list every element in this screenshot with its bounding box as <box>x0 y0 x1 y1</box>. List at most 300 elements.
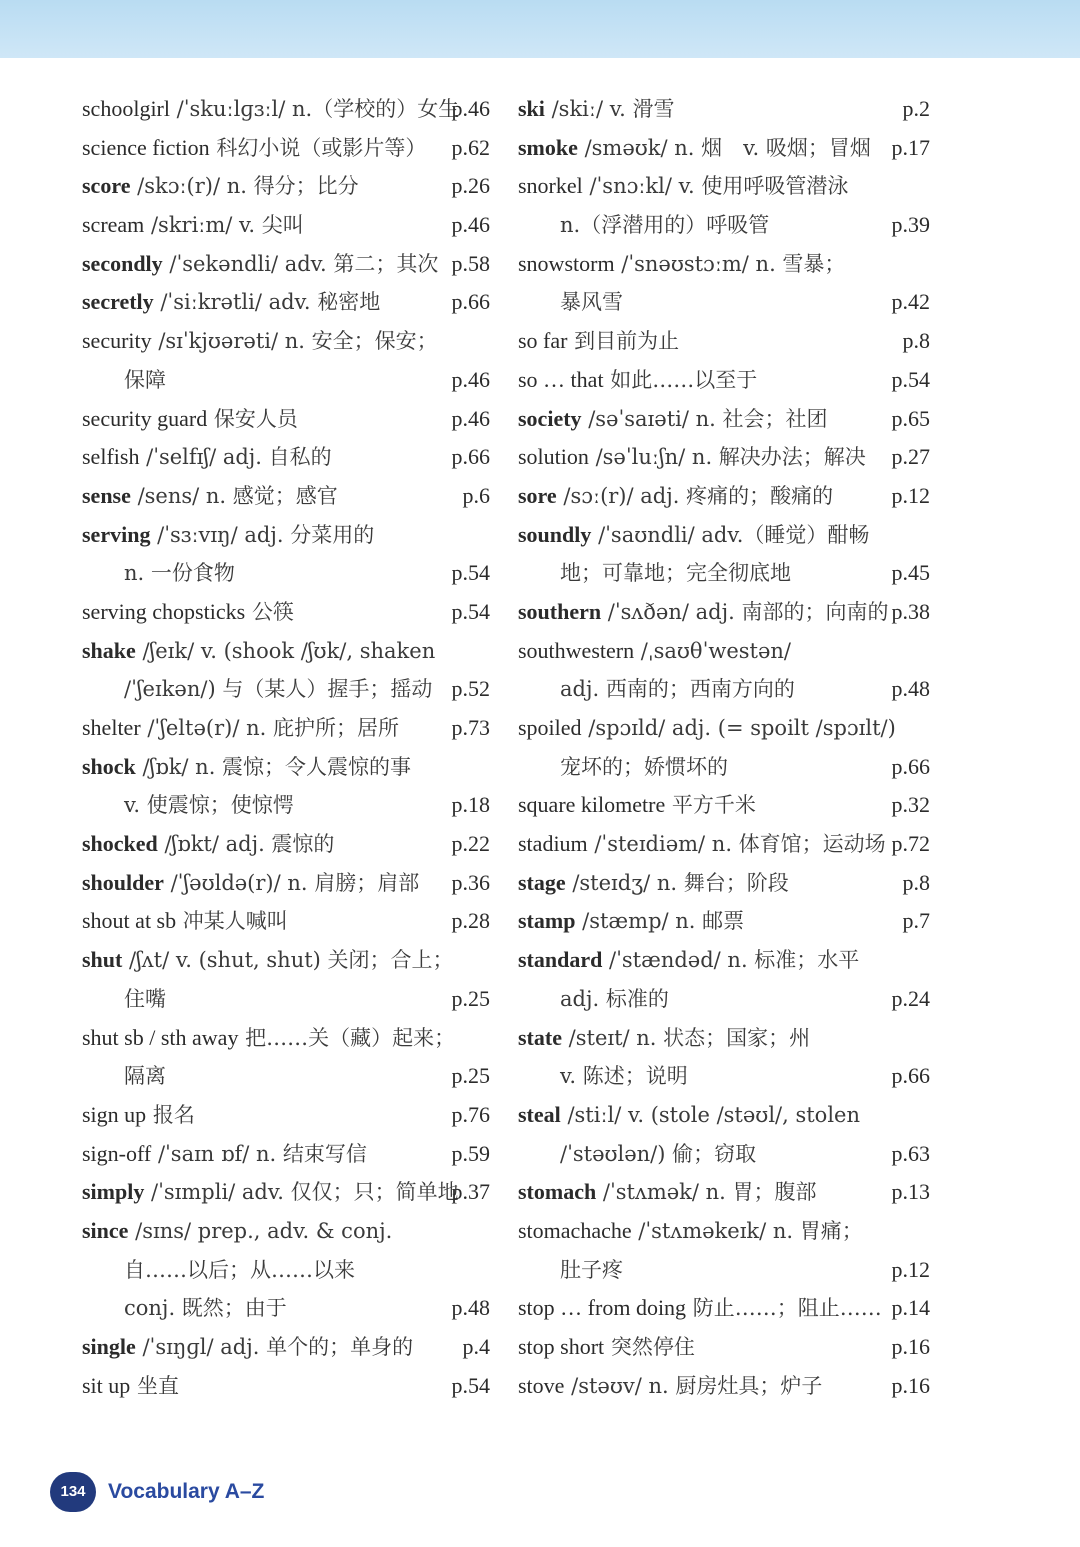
definition: /stəʊv/ n. 厨房灶具；炉子 <box>564 1373 823 1398</box>
entry-text <box>518 593 888 632</box>
vocab-line <box>82 438 490 477</box>
page-reference: p.12 <box>891 482 930 508</box>
definition: /ʃɒkt/ adj. 震惊的 <box>157 832 335 857</box>
entry-text <box>82 1019 455 1058</box>
definition: 科幻小说（或影片等） <box>209 135 427 160</box>
headword: sense <box>82 482 131 508</box>
page-reference: p.54 <box>451 560 490 586</box>
definition: n.（浮潜用的）呼吸管 <box>560 213 770 238</box>
page-reference: p.66 <box>451 289 490 315</box>
definition: 防止……；阻止…… <box>686 1296 882 1321</box>
definition: /ˈsɜːvɪŋ/ adj. 分菜用的 <box>150 522 375 547</box>
definition: 突然停住 <box>604 1335 695 1359</box>
vocab-line <box>82 670 490 709</box>
headword: so far <box>518 328 568 354</box>
definition: /ˈʃeɪkən/) 与（某人）握手；摇动 <box>124 677 433 702</box>
headword: selfish <box>82 444 140 470</box>
vocab-line <box>82 1173 490 1212</box>
definition: /ʃeɪk/ v. (shook /ʃʊk/, shaken <box>135 638 436 663</box>
headword: sore <box>518 482 557 508</box>
headword: shock <box>82 753 136 779</box>
headword: stop … from doing <box>518 1295 687 1321</box>
entry-text <box>124 670 432 709</box>
vocab-line <box>82 400 490 439</box>
vocab-line <box>518 1135 930 1174</box>
definition: /sens/ n. 感觉；感官 <box>130 483 338 508</box>
entry-text <box>518 477 833 516</box>
entry-text <box>518 361 757 400</box>
page-reference: p.16 <box>891 1334 930 1359</box>
entry-text <box>82 167 359 206</box>
definition: 到目前为止 <box>567 329 680 354</box>
page-reference: p.14 <box>891 1295 930 1321</box>
page-reference: p.12 <box>891 1256 930 1282</box>
definition: /ˈsekəndli/ adv. 第二；其次 <box>162 251 439 276</box>
section-title: Vocabulary A–Z <box>108 1480 265 1503</box>
definition: /ˈʃəʊldə(r)/ n. 肩膀；肩部 <box>163 870 420 895</box>
vocab-line <box>82 1212 490 1251</box>
entry-text <box>124 1251 355 1290</box>
definition: /ˌsaʊθˈwestən/ <box>634 638 791 663</box>
vocab-line <box>518 1057 930 1096</box>
headword: society <box>518 405 582 431</box>
entry-text <box>82 593 294 632</box>
headword: shelter <box>82 715 141 740</box>
top-color-band <box>0 0 1080 58</box>
headword: square kilometre <box>518 792 666 818</box>
page-number-badge: 134 <box>50 1472 96 1512</box>
vocab-line <box>82 825 490 864</box>
entry-text <box>124 361 166 400</box>
vocab-line <box>82 1289 490 1328</box>
headword: snowstorm <box>518 250 615 276</box>
definition: /skɔː(r)/ n. 得分；比分 <box>130 174 359 199</box>
entry-text <box>82 1328 413 1367</box>
definition: /ˈsʌðən/ adj. 南部的；向南的 <box>601 599 889 624</box>
page-reference: p.66 <box>891 1063 930 1089</box>
headword: standard <box>518 947 603 973</box>
definition: 保障 <box>124 367 166 392</box>
entry-text <box>82 400 298 439</box>
definition: /stæmp/ n. 邮票 <box>575 909 745 934</box>
vocab-line <box>518 322 930 361</box>
vocab-line <box>518 1367 930 1406</box>
definition: /spɔɪld/ adj. (= spoilt /spɔɪlt/) <box>581 716 896 740</box>
vocab-line <box>82 129 490 168</box>
headword: simply <box>82 1179 145 1205</box>
page-reference: p.45 <box>891 560 930 586</box>
definition: /ˈskuːlɡɜːl/ n.（学校的）女生 <box>170 97 460 121</box>
page-reference: p.13 <box>891 1179 930 1205</box>
page-reference: p.39 <box>891 212 930 238</box>
headword: shoulder <box>82 869 164 895</box>
definition: /stiːl/ v. (stole /stəʊl/, stolen <box>560 1102 860 1127</box>
vocab-line <box>518 1251 930 1290</box>
headword: since <box>82 1217 129 1243</box>
headword: so … that <box>518 366 604 392</box>
vocab-line <box>82 980 490 1019</box>
entry-text <box>82 245 438 284</box>
vocab-line <box>518 477 930 516</box>
entry-text <box>518 1328 695 1367</box>
page-reference: p.37 <box>451 1179 490 1205</box>
headword: shocked <box>82 831 158 857</box>
headword: steal <box>518 1101 561 1127</box>
headword: snorkel <box>518 173 583 199</box>
entry-text <box>82 129 426 168</box>
headword: shut sb / sth away <box>82 1024 239 1050</box>
vocab-line <box>518 438 930 477</box>
headword: stamp <box>518 908 576 934</box>
definition: /ˈsaɪn ɒf/ n. 结束写信 <box>151 1141 367 1166</box>
definition: /səˈsaɪəti/ n. 社会；社团 <box>581 406 828 431</box>
headword: stomach <box>518 1179 597 1205</box>
headword: stove <box>518 1372 565 1398</box>
page-reference: p.58 <box>451 250 490 276</box>
page-reference: p.22 <box>451 831 490 857</box>
entry-text <box>82 322 438 361</box>
vocab-line <box>518 1019 930 1058</box>
entry-text <box>518 1019 810 1058</box>
definition: /səˈluːʃn/ n. 解决办法；解决 <box>588 445 866 470</box>
entry-text <box>518 516 869 555</box>
vocab-line <box>518 1096 930 1135</box>
vocab-line <box>82 283 490 322</box>
headword: science fiction <box>82 134 210 160</box>
definition: /sɔː(r)/ adj. 疼痛的；酸痛的 <box>556 483 834 508</box>
definition: 自……以后；从……以来 <box>124 1257 355 1282</box>
entry-text <box>82 1367 179 1406</box>
definition: /steɪdʒ/ n. 舞台；阶段 <box>565 870 789 895</box>
vocab-line <box>518 980 930 1019</box>
page-reference: p.66 <box>451 444 490 470</box>
page-reference: p.48 <box>451 1295 490 1321</box>
entry-text <box>82 477 338 516</box>
vocab-line <box>518 670 930 709</box>
entry-text <box>82 206 304 245</box>
headword: stadium <box>518 831 588 857</box>
page-reference: p.16 <box>891 1372 930 1398</box>
definition: /ˈsnɔːkl/ v. 使用呼吸管潜泳 <box>582 174 849 199</box>
headword: secretly <box>82 289 154 315</box>
vocab-line <box>82 941 490 980</box>
entry-text <box>518 786 756 825</box>
entry-text <box>82 1212 392 1251</box>
page-reference: p.54 <box>451 1372 490 1398</box>
vocab-line <box>82 632 490 671</box>
definition: /steɪt/ n. 状态；国家；州 <box>561 1025 811 1050</box>
definition: /sməʊk/ n. 烟 v. 吸烟；冒烟 <box>577 135 871 160</box>
page-reference: p.62 <box>451 134 490 160</box>
vocab-line <box>518 632 930 671</box>
vocab-line <box>518 129 930 168</box>
headword: solution <box>518 444 589 470</box>
entry-text <box>560 748 728 787</box>
entry-text <box>82 748 411 787</box>
definition: 保安人员 <box>207 406 298 431</box>
vocab-line <box>82 1328 490 1367</box>
definition: 报名 <box>146 1102 195 1127</box>
entry-text <box>82 941 454 980</box>
vocabulary-column-right <box>518 90 930 1405</box>
vocab-line <box>82 1096 490 1135</box>
vocab-line <box>82 1367 490 1406</box>
entry-text <box>560 1057 688 1096</box>
vocab-line <box>82 516 490 555</box>
page-reference: p.18 <box>451 792 490 818</box>
vocab-line <box>82 322 490 361</box>
vocab-line <box>82 902 490 941</box>
page-reference: p.27 <box>891 444 930 470</box>
vocab-line <box>518 167 930 206</box>
page-reference: p.66 <box>891 753 930 779</box>
page-reference: p.25 <box>451 1063 490 1089</box>
vocab-line <box>82 167 490 206</box>
definition: /ˈsiːkrətli/ adv. 秘密地 <box>153 290 381 315</box>
definition: v. 陈述；说明 <box>560 1064 688 1089</box>
vocab-line <box>82 864 490 903</box>
vocab-line <box>518 1328 930 1367</box>
entry-text <box>124 554 235 593</box>
headword: secondly <box>82 250 163 276</box>
headword: security <box>82 328 152 354</box>
definition: 宠坏的；娇惯坏的 <box>560 754 728 779</box>
definition: /ˈstændəd/ n. 标准；水平 <box>602 948 860 973</box>
definition: /skriːm/ v. 尖叫 <box>144 213 304 238</box>
entry-text <box>518 129 871 168</box>
entry-text <box>518 632 791 671</box>
vocab-line <box>518 786 930 825</box>
entry-text <box>518 864 789 903</box>
headword: serving <box>82 521 151 547</box>
vocab-line <box>82 593 490 632</box>
definition: v. 使震惊；使惊愕 <box>124 793 294 818</box>
vocab-line <box>518 1212 930 1251</box>
entry-text <box>82 1096 195 1135</box>
definition: /ʃʌt/ v. (shut, shut) 关闭；合上； <box>122 948 454 973</box>
headword: stop short <box>518 1334 605 1359</box>
entry-text <box>82 1135 367 1174</box>
entry-text <box>82 632 435 671</box>
page-reference: p.17 <box>891 134 930 160</box>
entry-text <box>518 322 679 361</box>
definition: adj. 西南的；西南方向的 <box>560 677 795 702</box>
definition: 如此……以至于 <box>603 367 758 392</box>
definition: /sɪns/ prep., adv. & conj. <box>128 1218 393 1243</box>
page-reference: p.46 <box>451 96 490 121</box>
definition: 隔离 <box>124 1064 166 1089</box>
headword: smoke <box>518 134 578 160</box>
vocab-line <box>518 206 930 245</box>
vocab-line <box>518 864 930 903</box>
definition: conj. 既然；由于 <box>124 1296 287 1321</box>
page-reference: p.52 <box>451 676 490 702</box>
page-reference: p.46 <box>451 405 490 431</box>
entry-text <box>518 245 845 284</box>
headword: score <box>82 173 131 199</box>
entry-text <box>518 1367 822 1406</box>
entry-text <box>560 1135 756 1174</box>
page-reference: p.46 <box>451 212 490 238</box>
page-reference: p.76 <box>451 1101 490 1127</box>
entry-text <box>82 438 332 477</box>
page-reference: p.63 <box>891 1140 930 1166</box>
vocab-line <box>518 1173 930 1212</box>
vocab-line <box>82 245 490 284</box>
headword: serving chopsticks <box>82 598 246 624</box>
headword: scream <box>82 212 145 238</box>
headword: state <box>518 1024 562 1050</box>
page-reference: p.28 <box>451 908 490 934</box>
definition: /ˈsnəʊstɔːm/ n. 雪暴； <box>614 251 846 276</box>
vocab-line <box>82 1019 490 1058</box>
definition: /ˈstʌməkeɪk/ n. 胃痛； <box>631 1218 863 1243</box>
vocab-line <box>82 709 490 748</box>
page-reference: p.7 <box>902 908 930 934</box>
vocab-line <box>82 206 490 245</box>
entry-text <box>560 554 791 593</box>
vocab-line <box>82 1135 490 1174</box>
page-reference: p.59 <box>451 1140 490 1166</box>
entry-text <box>82 90 459 129</box>
entry-text <box>560 1251 623 1290</box>
definition: /ˈsaʊndli/ adv.（睡觉）酣畅 <box>591 522 870 547</box>
page-reference: p.65 <box>891 405 930 431</box>
entry-text <box>560 980 669 1019</box>
definition: 坐直 <box>130 1373 179 1398</box>
vocabulary-column-left <box>82 90 490 1405</box>
vocab-line <box>82 748 490 787</box>
headword: shout at sb <box>82 908 177 934</box>
entry-text <box>518 400 827 439</box>
vocab-line <box>518 90 930 129</box>
vocab-line <box>518 941 930 980</box>
definition: 暴风雪 <box>560 290 623 315</box>
definition: /ʃɒk/ n. 震惊；令人震惊的事 <box>135 754 412 779</box>
entry-text <box>82 516 374 555</box>
page-reference: p.8 <box>902 328 930 354</box>
headword: single <box>82 1334 136 1359</box>
definition: 冲某人喊叫 <box>176 909 288 934</box>
vocab-line <box>518 709 930 748</box>
headword: southern <box>518 598 602 624</box>
vocab-line <box>518 748 930 787</box>
headword: sign up <box>82 1101 147 1127</box>
page-reference: p.32 <box>891 792 930 818</box>
entry-text <box>124 1057 166 1096</box>
page-reference: p.73 <box>451 715 490 740</box>
entry-text <box>82 1173 459 1212</box>
headword: shut <box>82 947 123 973</box>
vocab-line <box>82 90 490 129</box>
entry-text <box>518 1212 863 1251</box>
headword: sign-off <box>82 1140 152 1166</box>
definition: /ˈsteɪdiəm/ n. 体育馆；运动场 <box>587 832 886 857</box>
page-reference: p.4 <box>462 1334 490 1359</box>
definition: /ˈstəʊlən/) 偷；窃取 <box>560 1141 757 1166</box>
vocab-line <box>518 1289 930 1328</box>
headword: stage <box>518 869 566 895</box>
entry-text <box>124 786 294 825</box>
headword: soundly <box>518 521 592 547</box>
page-reference: p.38 <box>891 598 930 624</box>
entry-text <box>518 167 848 206</box>
definition: /ˈsɪmpli/ adv. 仅仅；只；简单地 <box>144 1180 459 1205</box>
page-reference: p.46 <box>451 366 490 392</box>
headword: southwestern <box>518 637 635 663</box>
definition: /ˈsɪŋɡl/ adj. 单个的；单身的 <box>135 1335 414 1359</box>
entry-text <box>82 864 419 903</box>
entry-text <box>560 206 769 245</box>
entry-text <box>518 825 886 864</box>
entry-text <box>82 283 380 322</box>
page-reference: p.54 <box>451 598 490 624</box>
definition: n. 一份食物 <box>124 561 235 586</box>
page-reference: p.25 <box>451 985 490 1011</box>
vocab-line <box>518 400 930 439</box>
definition: 地；可靠地；完全彻底地 <box>560 561 791 586</box>
entry-text <box>518 1173 817 1212</box>
definition: 住嘴 <box>124 986 166 1011</box>
vocab-line <box>82 1057 490 1096</box>
page-reference: p.2 <box>902 96 930 121</box>
definition: /ˈʃeltə(r)/ n. 庇护所；居所 <box>140 716 399 740</box>
entry-text <box>124 980 166 1019</box>
entry-text <box>560 283 623 322</box>
entry-text <box>518 438 866 477</box>
entry-text <box>518 90 674 129</box>
vocab-line <box>518 361 930 400</box>
definition: /ˈstʌmək/ n. 胃；腹部 <box>596 1180 817 1205</box>
vocab-line <box>82 554 490 593</box>
entry-text <box>124 1289 287 1328</box>
headword: sit up <box>82 1372 131 1398</box>
definition: /skiː/ v. 滑雪 <box>544 97 675 121</box>
page-reference: p.24 <box>891 985 930 1011</box>
entry-text <box>82 709 399 748</box>
vocab-line <box>82 786 490 825</box>
headword: schoolgirl <box>82 96 170 121</box>
definition: adj. 标准的 <box>560 986 669 1011</box>
page-reference: p.8 <box>902 869 930 895</box>
vocab-line <box>518 245 930 284</box>
headword: stomachache <box>518 1217 632 1243</box>
page-reference: p.54 <box>891 366 930 392</box>
definition: 公筷 <box>245 599 294 624</box>
page-reference: p.26 <box>451 173 490 199</box>
vocab-line <box>518 593 930 632</box>
definition: 把……关（藏）起来； <box>238 1025 456 1050</box>
entry-text <box>518 1289 882 1328</box>
page-reference: p.72 <box>891 831 930 857</box>
entry-text <box>82 825 334 864</box>
page-reference: p.42 <box>891 289 930 315</box>
vocab-line <box>518 516 930 555</box>
entry-text <box>82 902 288 941</box>
definition: 平方千米 <box>665 793 756 818</box>
page-reference: p.6 <box>462 482 490 508</box>
vocab-line <box>82 361 490 400</box>
headword: shake <box>82 637 136 663</box>
entry-text <box>560 670 795 709</box>
page-reference: p.48 <box>891 676 930 702</box>
vocab-line <box>518 825 930 864</box>
vocab-line <box>518 554 930 593</box>
vocab-line <box>518 902 930 941</box>
definition: /ˈselfɪʃ/ adj. 自私的 <box>139 445 332 470</box>
entry-text <box>518 1096 860 1135</box>
headword: security guard <box>82 405 208 431</box>
